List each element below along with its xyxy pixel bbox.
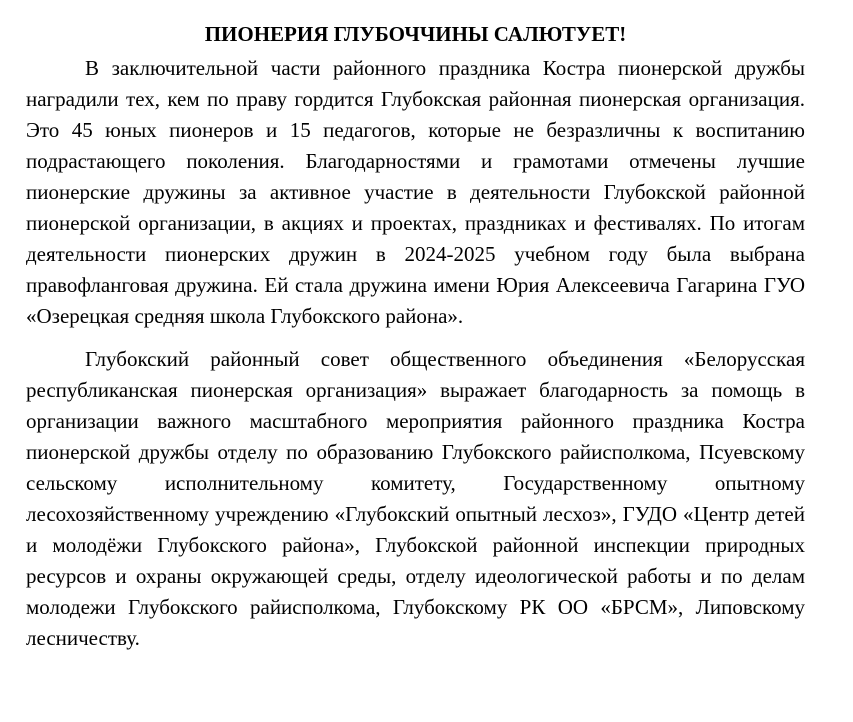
- article-title: ПИОНЕРИЯ ГЛУБОЧЧИНЫ САЛЮТУЕТ!: [204, 22, 627, 46]
- article-paragraph-thanks: Глубокский районный совет общественного объединения «Белорусская республиканская пионерская организация» выражает благодарность за помощь в организации важного масштабного мероприятия районного праздника Костра пионерской дружбы отделу по образованию Глубокского райисполкома, Псуевскому сельскому исполнительному комитету, Государственному опытному лесохозяйственному учреждению «Глубокский опытный лесхоз», ГУДО «Центр детей и молодёжи Глубокского района», Глубокской районной инспекции природных ресурсов и охраны окружающей среды, отделу идеологической работы и по делам молодежи Глубокского райисполкома, Глубокскому РК ОО «БРСМ», Липовскому лесничеству.: [26, 347, 805, 650]
- article-paragraph-awards: В заключительной части районного праздника Костра пионерской дружбы наградили тех, кем по праву гордится Глубокская районная пионерская организация. Это 45 юных пионеров и 15 педагогов, которые не безразличны к воспитанию подрастающего поколения. Благодарностями и грамотами отмечены лучшие пионерские дружины за активное участие в деятельности Глубокской районной пионерской организации, в акциях и проектах, праздниках и фестивалях. По итогам деятельности пионерских дружин в 2024-2025 учебном году была выбрана правофланговая дружина. Ей стала дружина имени Юрия Алексеевича Гагарина ГУО «Озерецкая средняя школа Глубокского района».: [26, 56, 805, 328]
